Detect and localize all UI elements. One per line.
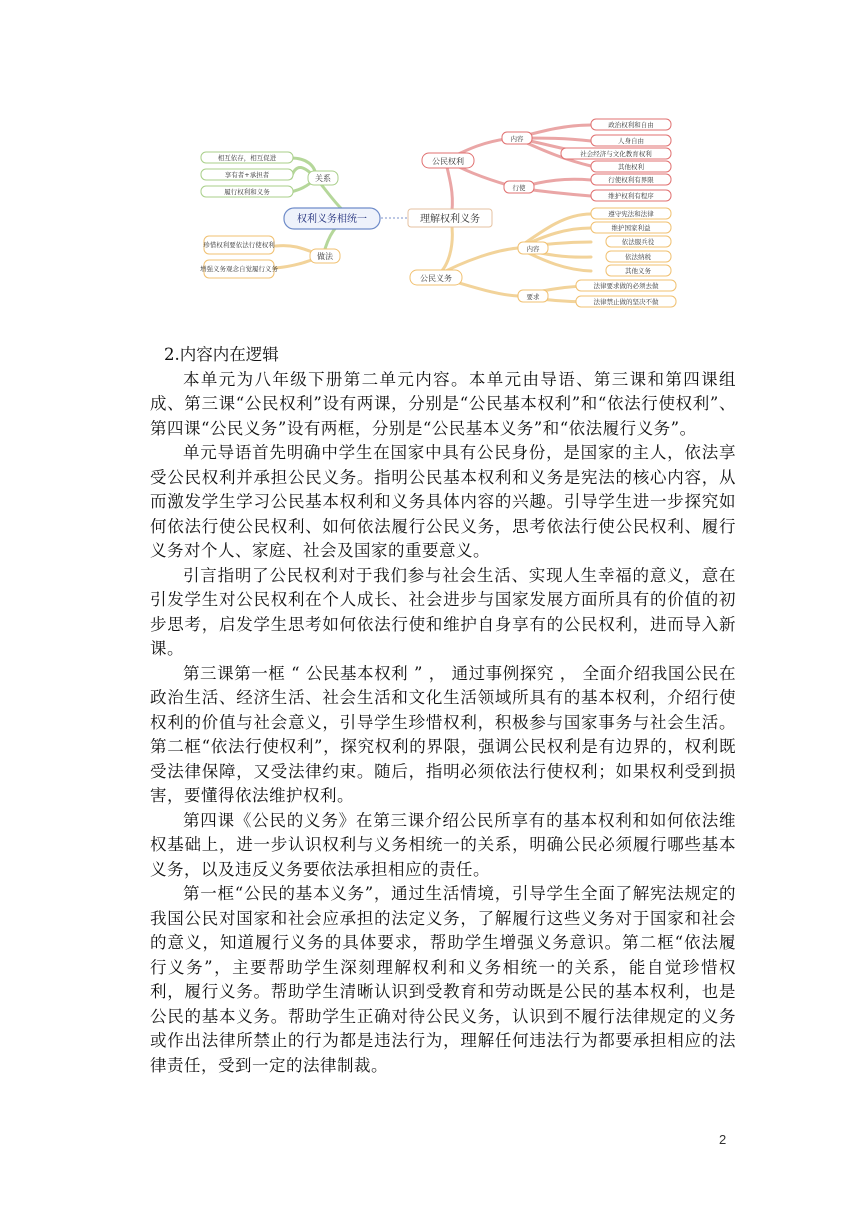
rights-exercise-label: 行使 <box>512 184 526 192</box>
leaf: 依法服兵役 <box>621 238 655 246</box>
leaf: 其他义务 <box>625 267 651 275</box>
paragraph: 第四课《公民的义务》在第三课介绍公民所享有的基本权利和如何依法维权基础上，进一步认识权利与义务相统一的关系，明确公民必须履行哪些基本义务，以及违反义务要依法承担相应的责任。 <box>150 810 736 879</box>
document-body <box>150 343 736 1078</box>
leaf: 履行权利和义务 <box>224 188 270 196</box>
leaf: 享有者+承担者 <box>224 171 270 179</box>
leaf: 政治权利和自由 <box>608 121 654 129</box>
rights-node-label: 公民权利 <box>432 157 464 166</box>
rights-content-label: 内容 <box>510 135 524 143</box>
relation-leaves <box>201 152 293 197</box>
practice-node-label: 做法 <box>317 252 333 261</box>
paragraph: 单元导语首先明确中学生在国家中具有公民身份，是国家的主人，依法享受公民权利并承担公民义务。指明公民基本权利和义务是宪法的核心内容，从而激发学生学习公民基本权利和义务具体内容的兴趣。引导学生进一步探究如何依法行使公民权利、如何依法履行公民义务，思考依法行使公民权利、履行义务对个人、家庭、社会及国家的重要意义。 <box>150 443 736 560</box>
leaf: 人身自由 <box>618 137 644 145</box>
relation-node-label: 关系 <box>315 174 331 183</box>
duties-node-label: 公民义务 <box>420 274 452 283</box>
leaf: 维护国家利益 <box>611 224 651 232</box>
paragraph: 本单元为八年级下册第二单元内容。本单元由导语、第三课和第四课组成、第三课“公民权利”设有两课，分别是“公民基本权利”和“依法行使权利”、第四课“公民义务”设有两框，分别是“公民基本义务”和“依法履行义务”。 <box>150 369 736 438</box>
leaf: 依法纳税 <box>625 253 651 261</box>
paragraph: 引言指明了公民权利对于我们参与社会生活、实现人生幸福的意义，意在引发学生对公民权利在个人成长、社会进步与国家发展方面所具有的价值的初步思考，启发学生思考如何依法行使和维护自身享有的公民权利，进而导入新课。 <box>150 565 736 658</box>
leaf: 法律禁止做的坚决不做 <box>593 298 659 306</box>
leaf: 其他权利 <box>618 163 644 171</box>
leaf: 社会经济与文化教育权利 <box>580 150 652 158</box>
leaf: 珍惜权利要依法行使权利 <box>203 241 275 249</box>
leaf: 相互依存，相互促进 <box>217 154 277 162</box>
paragraph: 第一框“公民的基本义务”，通过生活情境，引导学生全面了解宪法规定的我国公民对国家和社会应承担的法定义务，了解履行这些义务对于国家和社会的意义，知道履行义务的具体要求，帮助学生增强义务意识。第二框“依法履行义务”，主要帮助学生深刻理解权利和义务相统一的关系，能自觉珍惜权利，履行义务。帮助学生清晰认识到受教育和劳动既是公民的基本权利，也是公民的基本义务。帮助学生正确对待公民义务，认识到不履行法律规定的义务或作出法律所禁止的行为都是违法行为，理解任何违法行为都要承担相应的法律责任，受到一定的法律制裁。 <box>150 884 736 1075</box>
leaf: 法律要求做的必须去做 <box>593 282 659 290</box>
leaf: 遵守宪法和法律 <box>608 210 654 218</box>
main-node-label: 理解权利义务 <box>420 214 480 225</box>
duties-requirement-label: 要求 <box>526 293 540 301</box>
section-heading: 2.内容内在逻辑 <box>164 345 279 364</box>
mind-map <box>196 110 688 328</box>
leaf: 增强义务观念自觉履行义务 <box>200 265 278 273</box>
paragraph: 第三课第一框 “ 公民基本权利 ” ， 通过事例探究 ， 全面介绍我国公民在政治生活、经济生活、社会生活和文化生活领域所具有的基本权利，介绍行使权利的价值与社会意义，引导学生珍惜权利，积极参与国家事务与社会生活。第二框“依法行使权利”，探究权利的界限，强调公民权利是有边界的，权利既受法律保障，又受法律约束。随后，指明必须依法行使权利；如果权利受到损害，要懂得依法维护权利。 <box>150 663 736 805</box>
duties-content-label: 内容 <box>526 245 540 253</box>
center-node-label: 权利义务相统一 <box>297 214 367 225</box>
leaf: 行使权利有界限 <box>608 176 654 184</box>
page-number: 2 <box>719 1132 727 1147</box>
leaf: 维护权利有程序 <box>608 192 654 200</box>
